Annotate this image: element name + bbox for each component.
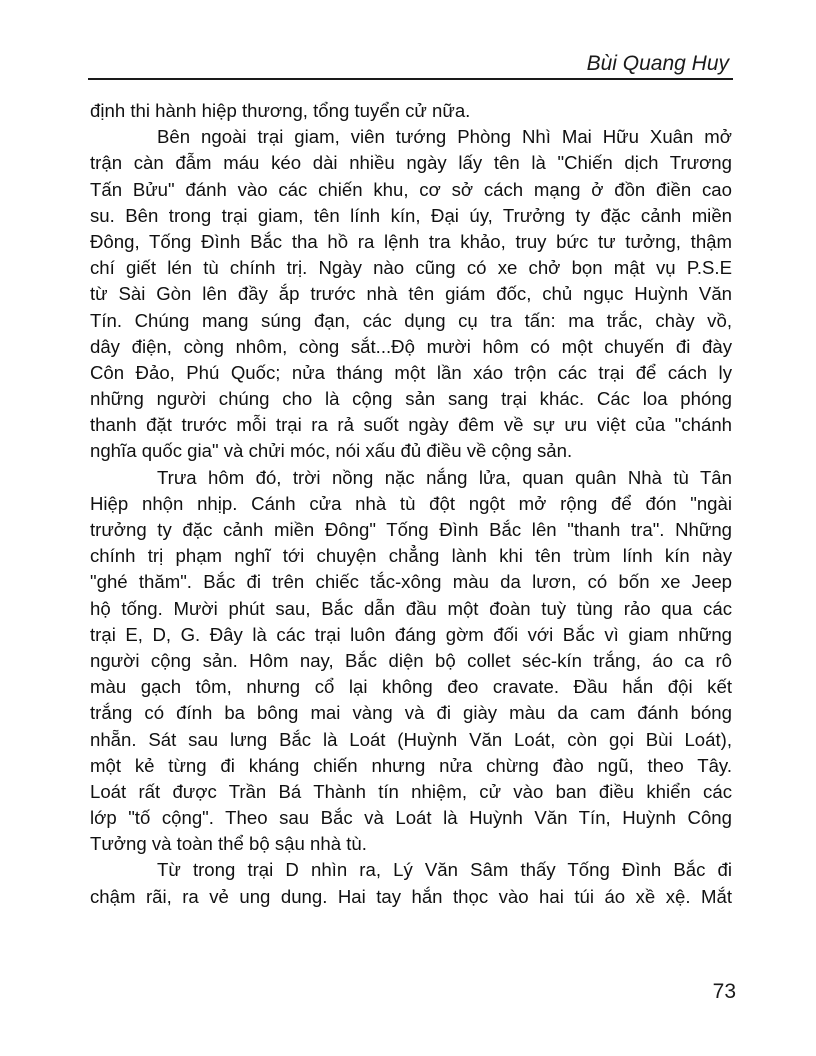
page-number: 73 [712, 980, 736, 1003]
text-line: trại E, D, G. Đây là các trại luôn đáng gờm đối với Bắc vì giam những [90, 623, 732, 645]
text-line: lớp "tố cộng". Theo sau Bắc và Loát là Huỳnh Văn Tín, Huỳnh Công [90, 807, 732, 829]
text-line: trắng có đính ba bông mai vàng và đi giày màu da cam đánh bóng [90, 702, 732, 724]
text-line: một kẻ từng đi kháng chiến nhưng nửa chừng đào ngũ, theo Tây. [90, 754, 732, 776]
text-line: Bên ngoài trại giam, viên tướng Phòng Nhì Mai Hữu Xuân mở [157, 126, 732, 148]
text-line: trưởng ty đặc cảnh miền Đông" Tống Đình Bắc lên "thanh tra". Những [90, 519, 732, 540]
text-line: Loát rất được Trần Bá Thành tín nhiệm, cử vào ban điều khiển các [90, 780, 732, 802]
body-text [90, 98, 732, 910]
text-line: su. Bên trong trại giam, tên lính kín, Đại úy, Trưởng ty đặc cảnh miền [90, 204, 732, 226]
text-line: Từ trong trại D nhìn ra, Lý Văn Sâm thấy Tống Đình Bắc đi [157, 859, 732, 881]
text-line: hộ tống. Mười phút sau, Bắc dẫn đầu một đoàn tuỳ tùng rảo qua các [90, 597, 732, 619]
text-line: Hiệp nhộn nhịp. Cánh cửa nhà tù đột ngột mở rộng để đón "ngài [90, 492, 732, 514]
text-line: Côn Đảo, Phú Quốc; nửa tháng một lần xáo trộn các trại để cách ly [90, 361, 732, 383]
text-line: từ Sài Gòn lên đầy ắp trước nhà tên giám đốc, chủ ngục Huỳnh Văn [90, 283, 732, 305]
running-header-author: Bùi Quang Huy [586, 52, 729, 75]
text-line: những người chúng cho là cộng sản sang trại khác. Các loa phóng [90, 388, 732, 410]
text-line: Trưa hôm đó, trời nồng nặc nắng lửa, quan quân Nhà tù Tân [157, 466, 732, 488]
text-line: trận càn đẫm máu kéo dài nhiều ngày lấy tên là "Chiến dịch Trương [90, 152, 732, 174]
header-rule [88, 78, 733, 80]
text-line: chậm rãi, ra vẻ ung dung. Hai tay hắn thọc vào hai túi áo xề xệ. Mắt [90, 885, 732, 907]
text-line: chính trị phạm nghĩ tới chuyện chẳng lành khi tên trùm lính kín này [90, 545, 732, 567]
text-line: Tưởng và toàn thể bộ sậu nhà tù. [90, 833, 367, 855]
text-line: thanh đặt trước mỗi trại ra rả suốt ngày đêm về sự ưu việt của "chánh [90, 414, 732, 436]
text-line: chí giết lén tù chính trị. Ngày nào cũng có xe chở bọn mật vụ P.S.E [90, 257, 732, 279]
text-line: Tín. Chúng mang súng đạn, các dụng cụ tra tấn: ma trắc, chày vồ, [90, 309, 732, 331]
text-line: màu gạch tôm, nhưng cổ lại không đeo cravate. Đầu hắn đội kết [90, 676, 732, 698]
text-line: nghĩa quốc gia" và chửi móc, nói xấu đủ điều về cộng sản. [90, 440, 573, 462]
text-line: Tấn Bửu" đánh vào các chiến khu, cơ sở cách mạng ở đồn điền cao [90, 178, 732, 200]
text-line: định thi hành hiệp thương, tổng tuyển cử nữa. [90, 100, 471, 121]
text-line: nhẵn. Sát sau lưng Bắc là Loát (Huỳnh Văn Loát, còn gọi Bùi Loát), [90, 728, 732, 750]
text-line: "ghé thăm". Bắc đi trên chiếc tắc-xông màu da lươn, có bốn xe Jeep [90, 571, 732, 593]
text-line: dây điện, còng nhôm, còng sắt...Độ mười hôm có một chuyến đi đày [90, 335, 732, 357]
text-line: người cộng sản. Hôm nay, Bắc diện bộ collet séc-kín trắng, áo ca rô [90, 649, 732, 671]
text-line: Đông, Tống Đình Bắc tha hồ ra lệnh tra khảo, truy bức tư tưởng, thậm [90, 230, 732, 252]
